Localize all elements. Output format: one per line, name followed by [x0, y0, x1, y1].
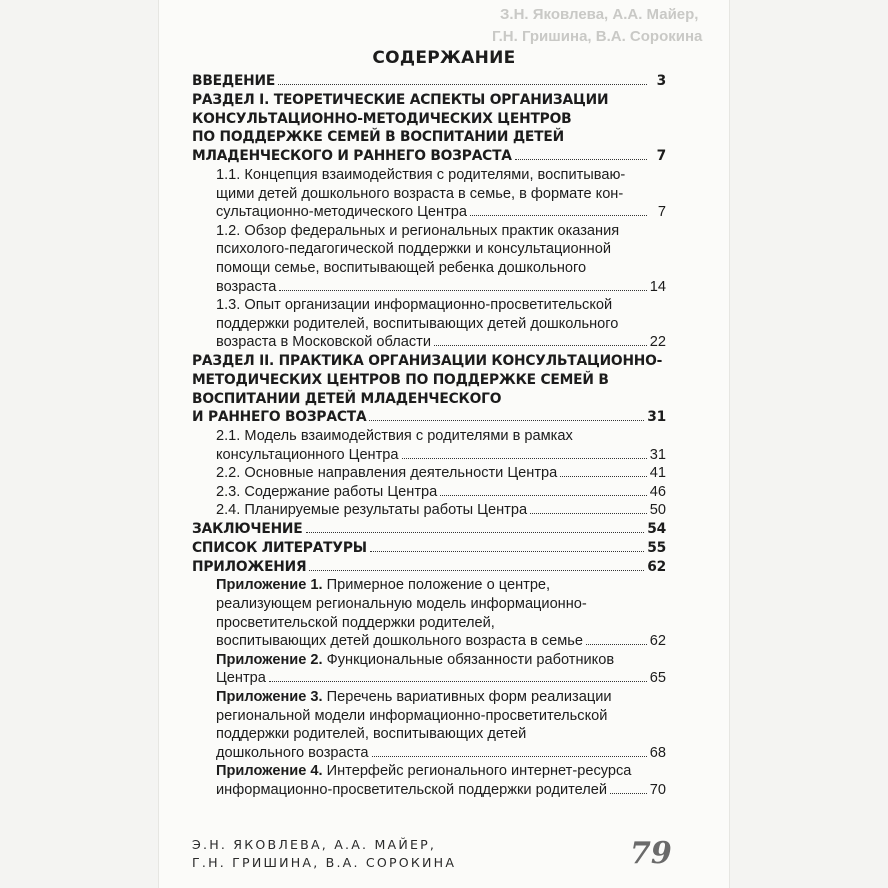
toc-entry-line-text: возраста в Московской области — [216, 334, 432, 351]
toc-entry-line-text: щими детей дошкольного возраста в семье, в формате кон- — [216, 185, 624, 202]
toc-entry-line — [216, 595, 666, 614]
toc-entry-line-text: СПИСОК ЛИТЕРАТУРЫ — [192, 539, 367, 556]
toc-page-number: 46 — [649, 483, 666, 500]
toc-entry-line-text: ПРИЛОЖЕНИЯ — [192, 558, 307, 575]
toc-entry-line — [216, 315, 666, 334]
toc-entry — [192, 558, 666, 577]
toc-entry-line — [216, 296, 666, 315]
toc-entry-line — [192, 520, 666, 539]
dot-leader — [610, 793, 647, 794]
appendix-label: Приложение 2. — [216, 651, 323, 668]
toc-entry-text — [192, 520, 303, 539]
appendix-label: Приложение 3. — [216, 689, 323, 706]
toc-page-number: 65 — [649, 670, 666, 687]
toc-entry-text — [216, 203, 467, 222]
dot-leader — [586, 644, 647, 645]
dot-leader — [434, 345, 647, 346]
toc-page-number: 14 — [649, 278, 666, 295]
toc-entry-line — [216, 725, 666, 744]
toc-entry-line-text: возраста — [216, 278, 277, 295]
toc-entry-line-text: просветительской поддержки родителей, — [216, 614, 495, 631]
toc-entry-line — [216, 464, 666, 483]
toc-entry — [192, 520, 666, 539]
toc-entry — [192, 576, 666, 650]
toc-entry-text — [216, 167, 625, 183]
toc-entry-text — [192, 92, 608, 108]
toc-page-number: 22 — [649, 334, 666, 351]
dot-leader — [278, 84, 647, 85]
toc-page-number: 31 — [649, 446, 666, 463]
toc-entry-line-text: консультационного Центра — [216, 446, 399, 463]
toc-entry-text — [216, 669, 266, 688]
toc-entry — [192, 651, 666, 688]
toc-entry-line-text: 2.2. Основные направления деятельности Центра — [216, 465, 558, 482]
toc-entry-line — [216, 501, 666, 520]
toc-entry-line — [216, 259, 666, 278]
dot-leader — [470, 215, 647, 216]
toc-entry — [192, 464, 666, 483]
toc-entry-line — [216, 278, 666, 297]
dot-leader — [309, 570, 644, 571]
toc-page-number: 55 — [647, 539, 666, 556]
authors-line-2: Г.Н. ГРИШИНА, В.А. СОРОКИНА — [192, 855, 457, 870]
toc-entry-line — [216, 669, 666, 688]
toc-entry — [192, 762, 666, 799]
toc-entry-line-text: реализующем региональную модель информационно- — [216, 596, 587, 613]
toc-entry-line-text: РАЗДЕЛ I. ТЕОРЕТИЧЕСКИЕ АСПЕКТЫ ОРГАНИЗАЦИИ — [192, 91, 609, 108]
toc-entry-line — [216, 688, 666, 707]
toc-entry-text — [216, 652, 614, 668]
toc-page-number: 31 — [647, 409, 666, 426]
toc-page-number: 41 — [649, 465, 666, 482]
toc-entry-line — [216, 651, 666, 670]
toc-entry-line-text: поддержки родителей, воспитывающих детей — [216, 726, 527, 743]
toc-entry-line-text: 2.3. Содержание работы Центра — [216, 483, 438, 500]
toc-entry-line — [192, 72, 666, 91]
dot-leader — [440, 495, 647, 496]
toc-entry-text — [216, 428, 573, 444]
toc-entry-line-text: Перечень вариативных форм реализации — [322, 689, 612, 706]
toc-entry-line-text: РАЗДЕЛ II. ПРАКТИКА ОРГАНИЗАЦИИ КОНСУЛЬТАЦИОННО- — [192, 352, 663, 369]
toc-page-number: 7 — [657, 204, 666, 221]
toc-entry-line — [216, 762, 666, 781]
toc-entry-line — [216, 427, 666, 446]
toc-entry-text — [216, 763, 631, 779]
toc-entry-text — [192, 391, 501, 407]
toc-entry-text — [216, 708, 607, 724]
toc-entry-line — [216, 707, 666, 726]
toc-entry-line — [216, 166, 666, 185]
toc-entry — [192, 91, 666, 166]
toc-entry-text — [216, 316, 618, 332]
toc-entry-line — [192, 390, 666, 409]
toc-page-number: 62 — [649, 633, 666, 650]
toc-entry-line-text: И РАННЕГО ВОЗРАСТА — [192, 409, 367, 426]
toc-entry-line — [192, 147, 666, 166]
toc-entry-line-text: ПО ПОДДЕРЖКЕ СЕМЕЙ В ВОСПИТАНИИ ДЕТЕЙ — [192, 129, 564, 146]
toc-entry-line — [216, 185, 666, 204]
toc-page-number: 50 — [649, 502, 666, 519]
toc-entry-text — [192, 372, 609, 388]
toc-entry-text — [216, 241, 611, 257]
toc-entry-line — [192, 408, 666, 427]
toc-entry-line-text: 1.1. Концепция взаимодействия с родителями, воспитываю- — [216, 166, 626, 183]
toc-entry-text — [216, 446, 399, 465]
toc-entry-text — [216, 297, 612, 313]
toc-page-number: 70 — [649, 782, 666, 798]
appendix-label: Приложение 1. — [216, 577, 323, 594]
toc-entry-text — [216, 615, 495, 631]
toc-entry-line — [216, 632, 666, 651]
toc-entry-text — [192, 408, 366, 427]
toc-entry — [192, 296, 666, 352]
toc-page-number: 3 — [656, 73, 666, 89]
toc-entry-line-text: ВОСПИТАНИИ ДЕТЕЙ МЛАДЕНЧЕСКОГО — [192, 390, 502, 407]
toc-entry-line-text: 1.2. Обзор федеральных и региональных практик оказания — [216, 222, 620, 239]
toc-entry-line-text: 2.1. Модель взаимодействия с родителями в рамках — [216, 428, 573, 445]
toc-entry-text — [216, 596, 587, 612]
toc-entry-line-text: Центра — [216, 670, 266, 687]
toc-entry-text — [216, 744, 369, 763]
toc-entry-line — [216, 240, 666, 259]
page-number: 79 — [630, 836, 672, 871]
toc-page-number: 54 — [647, 521, 666, 538]
toc-entry-text — [192, 129, 564, 145]
toc-entry-line — [192, 128, 666, 147]
toc-entry-text — [216, 278, 276, 297]
toc-entry-line — [192, 558, 666, 577]
toc-entry-line — [216, 333, 666, 352]
toc-entry-text — [216, 260, 586, 276]
toc-entry-line — [216, 483, 666, 502]
toc-entry — [192, 539, 666, 558]
toc-entry-line-text: информационно-просветительской поддержки родителей — [216, 782, 608, 798]
toc-page-number: 68 — [649, 744, 666, 761]
bleed-through-line-2: Г.Н. Гришина, В.А. Сорокина — [492, 28, 703, 45]
toc-entry-text — [216, 726, 526, 742]
toc-entry-line-text: МЕТОДИЧЕСКИХ ЦЕНТРОВ ПО ПОДДЕРЖКЕ СЕМЕЙ В — [192, 371, 609, 388]
toc-entry — [192, 501, 666, 520]
toc-entry-line — [216, 744, 666, 763]
toc-entry-line-text: поддержки родителей, воспитывающих детей дошкольного — [216, 315, 619, 332]
toc-entry-line-text: Интерфейс регионального интернет-ресурса — [322, 763, 632, 780]
toc-entry-line-text: КОНСУЛЬТАЦИОННО-МЕТОДИЧЕСКИХ ЦЕНТРОВ — [192, 110, 572, 127]
toc-entry-line-text: Примерное положение о центре, — [322, 577, 551, 594]
dot-leader — [515, 159, 647, 160]
authors-line-1: Э.Н. ЯКОВЛЕВА, А.А. МАЙЕР, — [192, 837, 437, 852]
toc-entry-text — [192, 72, 275, 91]
toc-entry-line-text: Функциональные обязанности работников — [322, 651, 615, 668]
toc-entry — [192, 427, 666, 464]
toc-entry-text — [216, 223, 619, 239]
toc-entry — [192, 352, 666, 427]
toc-entry-line — [216, 576, 666, 595]
toc-entry-text — [216, 501, 527, 520]
toc-entry — [192, 166, 666, 222]
dot-leader — [560, 476, 646, 477]
toc-entry-line-text: региональной модели информационно-просветительской — [216, 707, 608, 724]
appendix-label: Приложение 4. — [216, 763, 323, 780]
dot-leader — [402, 458, 647, 459]
toc-entry-line-text: психолого-педагогической поддержки и консультационной — [216, 241, 612, 258]
toc-entry-line-text: помощи семье, воспитывающей ребенка дошкольного — [216, 259, 587, 276]
toc-page-number: 7 — [656, 148, 666, 165]
toc-entry-text — [192, 147, 512, 166]
toc-entry-line — [216, 446, 666, 465]
toc-entry-line-text: 2.4. Планируемые результаты работы Центра — [216, 502, 528, 519]
toc-entry-text — [216, 577, 550, 593]
bleed-through-line-1: З.Н. Яковлева, А.А. Майер, — [500, 6, 699, 23]
toc-entry-line — [192, 371, 666, 390]
toc-entry-text — [216, 333, 431, 352]
toc-entry-text — [192, 558, 306, 577]
toc-entry-line-text: воспитывающих детей дошкольного возраста в семье — [216, 633, 583, 650]
toc-entry-line-text: дошкольного возраста — [216, 744, 369, 761]
toc-entry-line-text: ВВЕДЕНИЕ — [192, 73, 276, 89]
page-title: СОДЕРЖАНИЕ — [372, 48, 516, 68]
toc-entry-line — [216, 781, 666, 800]
toc-entry-line-text: 1.3. Опыт организации информационно-просветительской — [216, 297, 613, 314]
dot-leader — [369, 420, 644, 421]
dot-leader — [372, 756, 647, 757]
toc-entry — [192, 72, 666, 91]
toc-entry-text — [216, 689, 612, 705]
toc-page-number: 62 — [647, 558, 666, 575]
toc-entry-text — [216, 632, 583, 651]
toc-entry-text — [216, 781, 607, 800]
dot-leader — [530, 513, 647, 514]
dot-leader — [279, 290, 646, 291]
toc-entry-line — [192, 110, 666, 129]
toc-entry-text — [216, 464, 557, 483]
table-of-contents — [192, 72, 666, 800]
toc-entry-line — [216, 614, 666, 633]
toc-entry-line-text: МЛАДЕНЧЕСКОГО И РАННЕГО ВОЗРАСТА — [192, 148, 512, 165]
dot-leader — [370, 551, 644, 552]
authors-footer — [192, 836, 456, 872]
toc-entry-text — [192, 539, 367, 558]
toc-entry-text — [216, 483, 437, 502]
toc-entry-line — [216, 222, 666, 241]
toc-entry-text — [192, 353, 662, 369]
toc-entry-text — [216, 186, 623, 202]
toc-entry-line — [192, 352, 666, 371]
toc-entry-line — [192, 91, 666, 110]
toc-entry — [192, 688, 666, 762]
toc-entry — [192, 483, 666, 502]
toc-entry-line-text: ЗАКЛЮЧЕНИЕ — [192, 521, 303, 538]
dot-leader — [306, 532, 645, 533]
toc-entry-line — [216, 203, 666, 222]
toc-entry — [192, 222, 666, 296]
toc-entry-text — [192, 111, 571, 127]
toc-entry-line-text: сультационно-методического Центра — [216, 204, 467, 221]
dot-leader — [269, 681, 647, 682]
toc-entry-line — [192, 539, 666, 558]
